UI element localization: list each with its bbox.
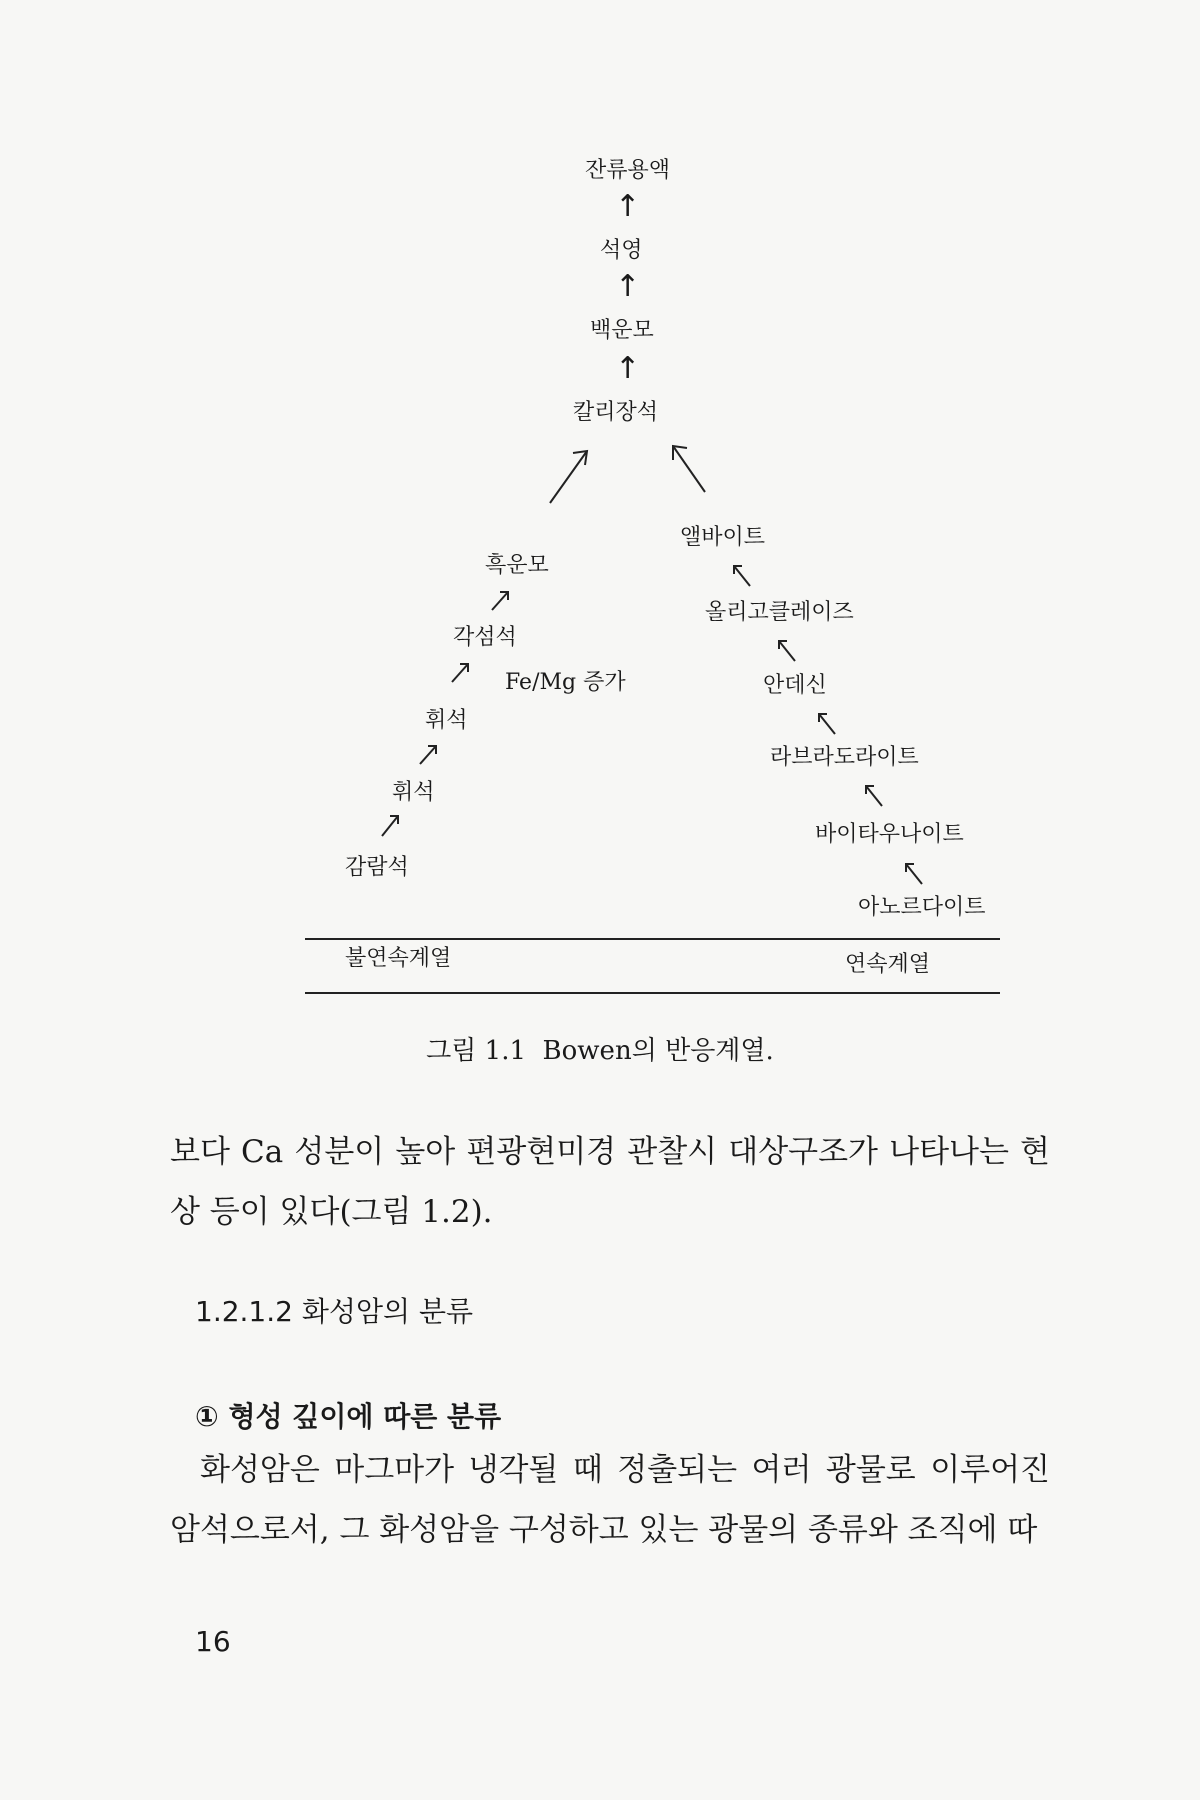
label-muscovite: 백운모 bbox=[590, 318, 654, 343]
arrow-up-left-icon bbox=[730, 562, 752, 588]
series-bottom-rule bbox=[305, 992, 1000, 994]
arrow-up-left-icon bbox=[775, 637, 797, 663]
arrow-up-right-icon bbox=[418, 742, 440, 766]
label-labradorite: 라브라도라이트 bbox=[770, 745, 919, 770]
label-pyroxene-2: 휘석 bbox=[392, 780, 435, 805]
arrow-up-right-icon bbox=[450, 660, 472, 684]
subsection-heading: ① 형성 깊이에 따른 분류 bbox=[195, 1400, 502, 1433]
page-number: 16 bbox=[195, 1625, 231, 1658]
arrow-up-left-icon bbox=[902, 860, 924, 886]
series-label-continuous: 연속계열 bbox=[845, 952, 931, 977]
series-label-discontinuous: 불연속계열 bbox=[345, 946, 452, 971]
label-olivine: 감람석 bbox=[345, 855, 409, 880]
label-oligoclase: 올리고클레이즈 bbox=[705, 600, 854, 625]
arrow-up-right-icon bbox=[380, 812, 402, 838]
arrow-up-left-icon bbox=[665, 440, 715, 500]
label-k-feldspar: 칼리장석 bbox=[573, 400, 659, 425]
arrow-up-icon: ↑ bbox=[615, 189, 641, 224]
label-amphibole: 각섬석 bbox=[453, 625, 517, 650]
fe-mg-note: Fe/Mg 증가 bbox=[505, 670, 626, 695]
series-top-rule bbox=[305, 938, 1000, 940]
label-bytownite: 바이타우나이트 bbox=[815, 822, 964, 847]
arrow-up-icon: ↑ bbox=[615, 269, 641, 304]
label-quartz: 석영 bbox=[600, 238, 643, 263]
arrow-up-right-icon bbox=[545, 445, 595, 505]
arrow-up-icon: ↑ bbox=[615, 351, 641, 386]
body-paragraph-2: 화성암은 마그마가 냉각될 때 정출되는 여러 광물로 이루어진 암석으로서, 그 화성암을 구성하고 있는 광물의 종류와 조직에 따 bbox=[170, 1452, 1050, 1548]
section-heading: 1.2.1.2 화성암의 분류 bbox=[195, 1295, 474, 1328]
label-andesine: 안데신 bbox=[763, 673, 827, 698]
arrow-up-right-icon bbox=[490, 588, 512, 612]
body-paragraph-1: 보다 Ca 성분이 높아 편광현미경 관찰시 대상구조가 나타나는 현상 등이 있다(그림 1.2). bbox=[170, 1134, 1050, 1230]
figure-caption: 그림 1.1 Bowen의 반응계열. bbox=[426, 1036, 774, 1066]
arrow-up-left-icon bbox=[815, 710, 837, 736]
arrow-up-left-icon bbox=[862, 782, 884, 808]
label-albite: 앨바이트 bbox=[680, 525, 766, 550]
label-residual-solution: 잔류용액 bbox=[585, 158, 671, 183]
label-anorthite: 아노르다이트 bbox=[858, 895, 986, 920]
label-biotite: 흑운모 bbox=[485, 553, 549, 578]
label-pyroxene: 휘석 bbox=[425, 708, 468, 733]
